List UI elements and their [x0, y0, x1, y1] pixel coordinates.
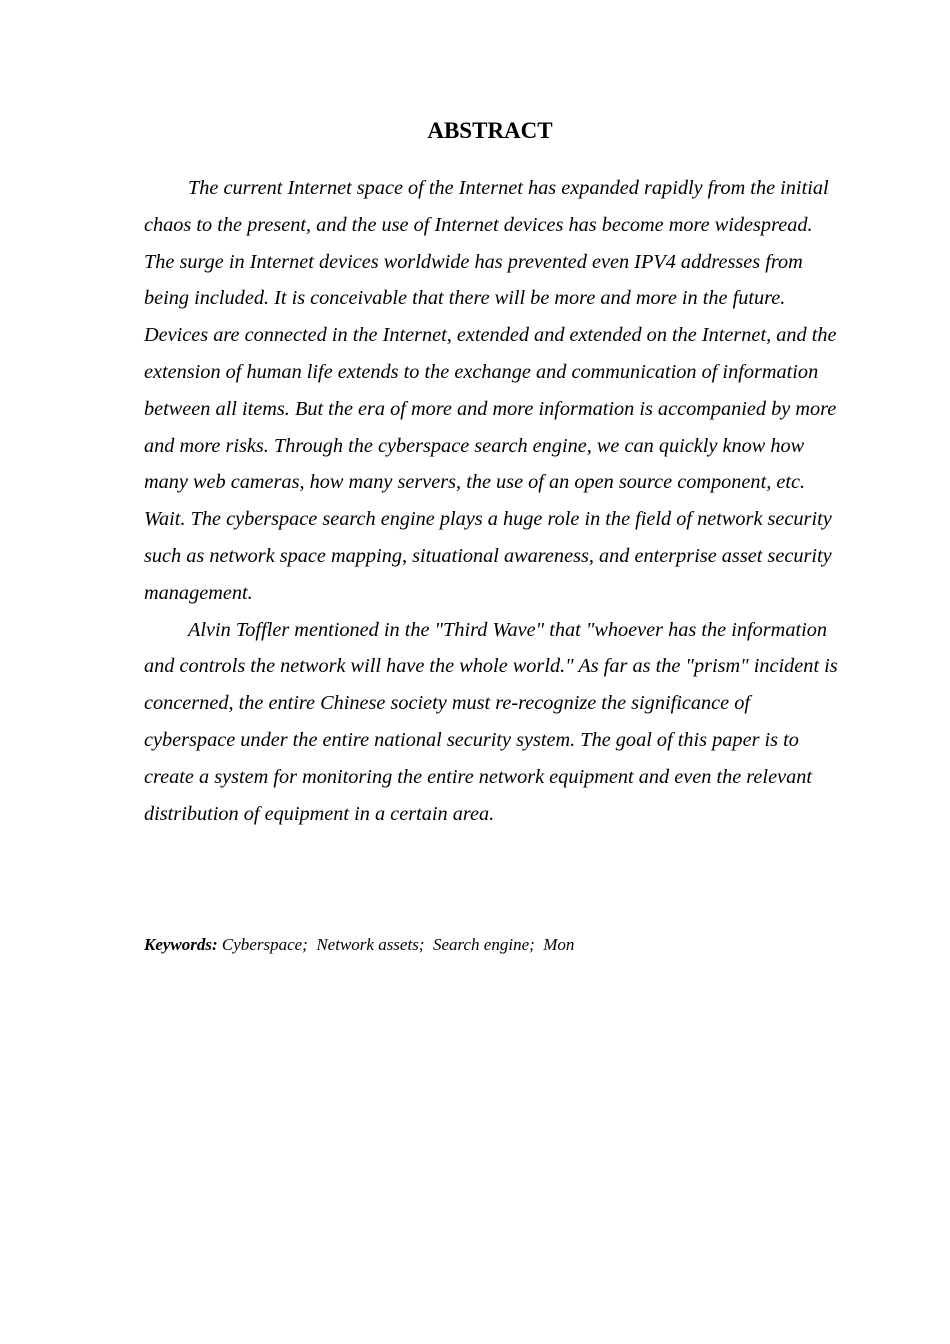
abstract-paragraph-1: The current Internet space of the Internet has expanded rapidly from the initial chaos to the present, and the use of Internet devices has become more widespread. The surge in Internet devices worldwide has prevented even IPV4 addresses from being included. It is conceivable that there will be more and more in the future. Devices are connected in the Internet, extended and extended on the Internet, and the extension of human life extends to the exchange and communication of information between all items. But the era of more and more information is accompanied by more and more risks. Through the cyberspace search engine, we can quickly know how many web cameras, how many servers, the use of an open source component, etc. Wait. The cyberspace search engine plays a huge role in the field of network security such as network space mapping, situational awareness, and enterprise asset security management. — [144, 177, 837, 604]
abstract-paragraph-2: Alvin Toffler mentioned in the "Third Wave" that "whoever has the information and controls the network will have the whole world." As far as the "prism" incident is concerned, the entire Chinese society must re-recognize the significance of cyberspace under the entire national security system. The goal of this paper is to create a system for monitoring the entire network equipment and even the relevant distribution of equipment in a certain area. — [144, 618, 838, 825]
abstract-heading: ABSTRACT — [427, 118, 553, 143]
keywords-line — [144, 931, 844, 959]
keywords-text: Cyberspace; Network assets; Search engine; Mon — [217, 935, 575, 954]
keywords-label: Keywords: — [144, 935, 218, 954]
abstract-body — [144, 170, 844, 832]
